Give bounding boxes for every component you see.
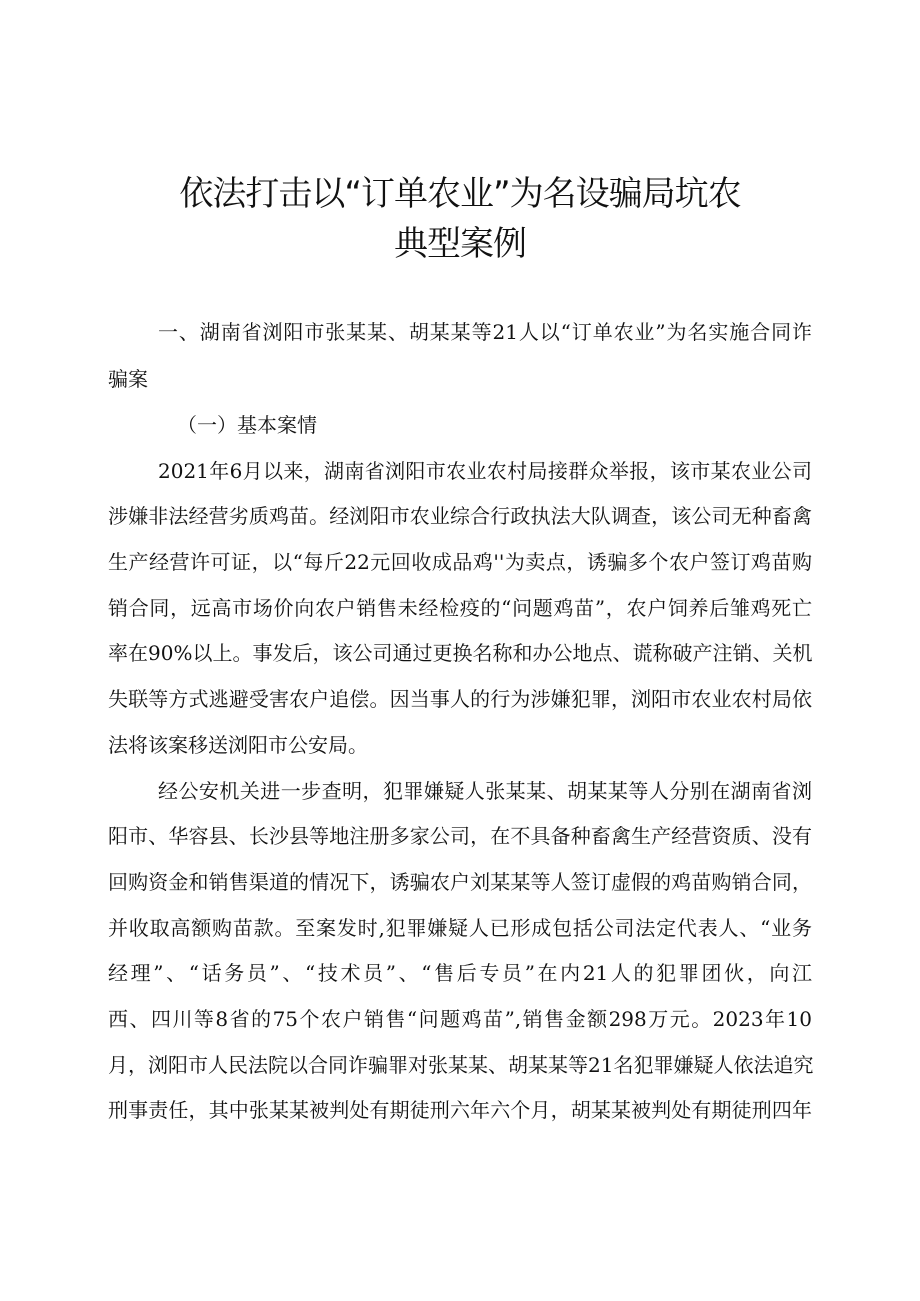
paragraph-2-line-3: 回购资金和销售渠道的情况下，诱骗农户刘某某等人签订虚假的鸡苗购销合同， (108, 870, 812, 894)
paragraph-2-line-5: 经理”、“话务员”、“技术员”、“售后专员”在内21人的犯罪团伙，向江 (108, 961, 812, 985)
paragraph-1-line-3: 生产经营许可证，以“每斤22元回收成品鸡''为卖点，诱骗多个农户签订鸡苗购 (108, 550, 812, 574)
paragraph-1-line-1: 2021年6月以来，湖南省浏阳市农业农村局接群众举报，该市某农业公司 (158, 459, 812, 483)
section-heading-line-2: 骗案 (108, 367, 148, 391)
paragraph-1-line-2: 涉嫌非法经营劣质鸡苗。经浏阳市农业综合行政执法大队调查，该公司无种畜禽 (108, 504, 812, 528)
paragraph-2-line-7: 月，浏阳市人民法院以合同诈骗罪对张某某、胡某某等21名犯罪嫌疑人依法追究 (108, 1053, 814, 1077)
paragraph-2-line-4: 并收取高额购苗款。至案发时,犯罪嫌疑人已形成包括公司法定代表人、“业务 (108, 916, 812, 940)
paragraph-1-line-5: 率在90%以上。事发后，该公司通过更换名称和办公地点、谎称破产注销、关机 (108, 641, 813, 665)
paragraph-1-line-4: 销合同，远高市场价向农户销售未经检疫的“问题鸡苗”，农户饲养后雏鸡死亡 (108, 596, 812, 620)
document-title-line-2: 典型案例 (394, 224, 526, 264)
paragraph-2-line-2: 阳市、华容县、长沙县等地注册多家公司，在不具备种畜禽生产经营资质、没有 (108, 824, 812, 848)
section-heading-line-1: 一、湖南省浏阳市张某某、胡某某等21人以“订单农业”为名实施合同诈 (158, 320, 812, 344)
paragraph-1-line-6: 失联等方式逃避受害农户追偿。因当事人的行为涉嫌犯罪，浏阳市农业农村局依 (108, 687, 812, 711)
paragraph-2-line-6: 西、四川等8省的75个农户销售“问题鸡苗”,销售金额298万元。2023年10 (108, 1007, 812, 1031)
paragraph-2-line-1: 经公安机关进一步查明，犯罪嫌疑人张某某、胡某某等人分别在湖南省浏 (158, 779, 812, 803)
paragraph-1-line-7: 法将该案移送浏阳市公安局。 (108, 733, 368, 757)
paragraph-2-line-8: 刑事责任，其中张某某被判处有期徒刑六年六个月，胡某某被判处有期徒刑四年 (108, 1098, 812, 1122)
subheading: （一）基本案情 (177, 413, 317, 437)
document-title-line-1: 依法打击以“订单农业”为名设骗局坑农 (179, 174, 741, 214)
